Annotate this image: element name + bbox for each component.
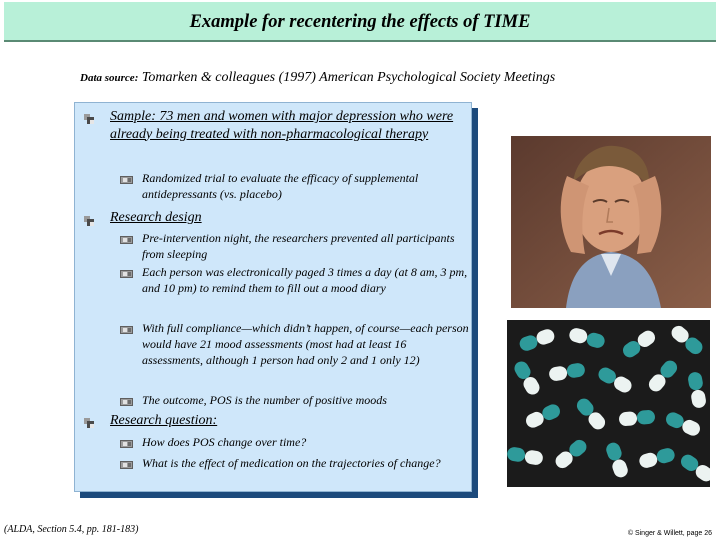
bullet-research-design: Research design (110, 210, 202, 225)
bullet-level1-icon (84, 216, 95, 227)
pills-photo (507, 320, 710, 487)
bullet-research-question: Research question: (110, 413, 218, 428)
bullet-level2-icon (120, 440, 133, 448)
bullet-level1-icon (84, 114, 95, 125)
bullet-sample: Sample: 73 men and women with major depression who were already being treated with non-pharmacological therapy (110, 109, 454, 142)
sub-bullet-randomized: Randomized trial to evaluate the efficacy of supplemental antidepressants (vs. placebo) (142, 171, 419, 202)
bullet-level1-icon (84, 418, 95, 429)
data-source (80, 70, 555, 86)
bullet-level2-icon (120, 398, 133, 406)
sub-bullet-paged: Each person was electronically paged 3 times a day (at 8 am, 3 pm, and 10 pm) to remind them to fill out a mood diary (142, 265, 468, 296)
footer-citation: (ALDA, Section 5.4, pp. 181-183) (4, 524, 139, 535)
footer-copyright: © Singer & Willett, page 26 (627, 530, 712, 537)
sub-bullet-pre-intervention: Pre-intervention night, the researchers prevented all participants from sleeping (142, 231, 455, 262)
bullet-level2-icon (120, 236, 133, 244)
bullet-level2-icon (120, 326, 133, 334)
bullet-level2-icon (120, 461, 133, 469)
title-bar (4, 2, 716, 42)
bullet-level2-icon (120, 176, 133, 184)
data-source-label: Data source: (80, 72, 139, 84)
bullet-level2-icon (120, 270, 133, 278)
slide-title: Example for recentering the effects of TIME (189, 12, 531, 32)
data-source-text: Tomarken & colleagues (1997) American Psychological Society Meetings (141, 70, 556, 85)
sub-bullet-compliance: With full compliance—which didn’t happen, of course—each person would have 21 mood assessments (most had at least 16 assessments, although 1 person had only 2 and 1 only 12) (142, 321, 469, 368)
sub-bullet-pos-change: How does POS change over time? (142, 435, 307, 449)
depressed-man-photo (511, 136, 711, 308)
sub-bullet-medication-effect: What is the effect of medication on the trajectories of change? (142, 456, 441, 470)
sub-bullet-outcome: The outcome, POS is the number of positive moods (142, 393, 387, 407)
